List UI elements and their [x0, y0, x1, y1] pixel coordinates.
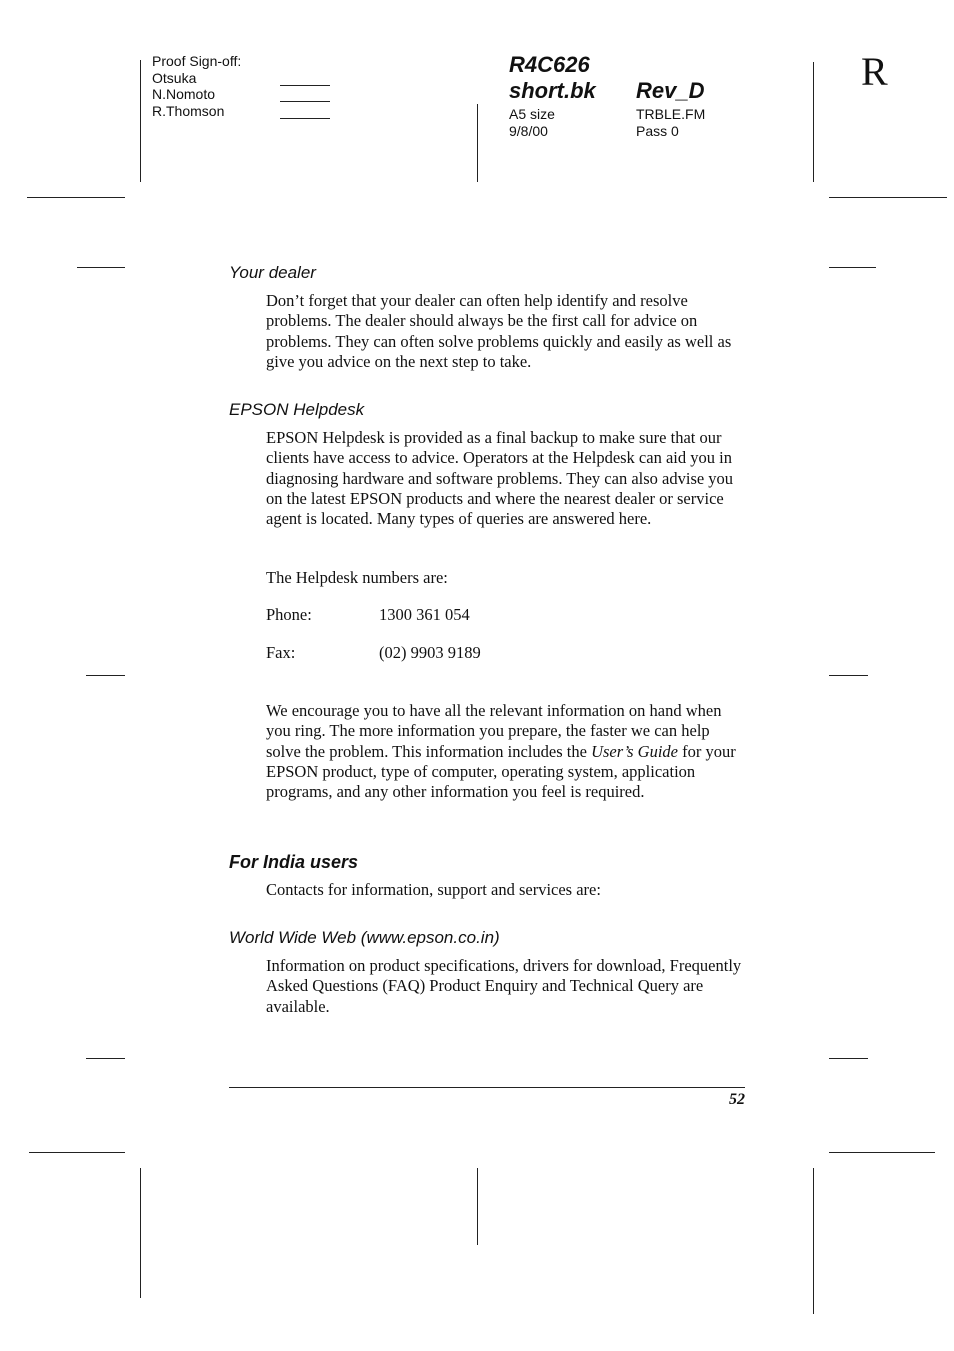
signature-line — [280, 85, 330, 86]
margin-mark-left-1 — [77, 267, 125, 268]
india-section-heading: For India users — [229, 852, 359, 872]
encourage-text-end: for your EPSON product, type of computer, operating system, application programs, and any other information you feel is required. — [266, 741, 736, 802]
helpdesk-numbers-intro: The Helpdesk numbers are: — [266, 568, 448, 587]
helpdesk-paragraph: EPSON Helpdesk is provided as a final backup to make sure that our clients have access to advice. Operators at the Helpdesk can aid you in diagnosing hardware and software problems. They can also advise you on the latest EPSON products and where the nearest dealer or service agent is located. Many types of queries are answered here. — [266, 428, 734, 529]
pass-number: Pass 0 — [636, 123, 679, 139]
crop-mark-top-center-vertical — [477, 104, 478, 182]
crop-mark-bottom-left-vertical — [140, 1168, 141, 1298]
dealer-paragraph: Don’t forget that your dealer can often help identify and resolve problems. The dealer should always be the first call for advice on problems. They can often solve problems quickly and easily as well as give you advice on the next step to take. — [266, 291, 732, 371]
crop-mark-bottom-center-vertical — [477, 1168, 478, 1245]
doc-date: 9/8/00 — [509, 123, 548, 139]
web-paragraph: Information on product specifications, drivers for download, Frequently Asked Questions (FAQ) Product Enquiry and Technical Query are available. — [266, 956, 742, 1016]
crop-mark-bottom-left-horizontal — [29, 1152, 125, 1153]
page-size: A5 size — [509, 106, 555, 122]
signer-name: N.Nomoto — [152, 86, 216, 102]
margin-mark-right-1 — [829, 267, 876, 268]
revision: Rev_D — [636, 78, 705, 103]
doc-file: short.bk — [509, 78, 596, 103]
fax-number: (02) 9903 9189 — [379, 643, 481, 662]
users-guide-title: User’s Guide — [591, 741, 678, 761]
phone-label: Phone: — [266, 605, 312, 624]
signer-name: R.Thomson — [152, 102, 225, 119]
margin-mark-left-2 — [86, 675, 125, 676]
encourage-paragraph — [266, 701, 744, 802]
phone-number: 1300 361 054 — [379, 605, 470, 624]
fm-file: TRBLE.FM — [636, 106, 706, 122]
section-letter: R — [861, 49, 888, 94]
crop-mark-top-right-vertical — [813, 62, 814, 182]
dealer-heading: Your dealer — [229, 263, 316, 282]
signature-line — [280, 101, 330, 102]
signer-name: Otsuka — [152, 69, 197, 86]
helpdesk-heading: EPSON Helpdesk — [229, 400, 365, 419]
crop-mark-top-left-vertical — [140, 60, 141, 182]
crop-mark-bottom-right-vertical — [813, 1168, 814, 1314]
margin-mark-right-3 — [829, 1058, 868, 1059]
proof-signoff-label: Proof Sign-off: — [152, 53, 242, 69]
crop-mark-top-left-horizontal — [27, 197, 125, 198]
margin-mark-right-2 — [829, 675, 868, 676]
page-number: 52 — [729, 1091, 745, 1108]
proof-signoff-block — [152, 53, 241, 119]
doc-code: R4C626 — [509, 52, 590, 77]
web-heading: World Wide Web (www.epson.co.in) — [229, 928, 500, 947]
margin-mark-left-3 — [86, 1058, 125, 1059]
encourage-text-start: We encourage you to have all the relevant information on hand when you ring. The more information you prepare, the faster we can help solve the problem. This information includes the — [266, 701, 722, 761]
india-intro: Contacts for information, support and services are: — [266, 880, 601, 899]
footer-rule — [229, 1087, 745, 1088]
signature-line — [280, 118, 330, 119]
crop-mark-top-right-horizontal — [829, 197, 947, 198]
crop-mark-bottom-right-horizontal — [829, 1152, 935, 1153]
fax-label: Fax: — [266, 643, 296, 662]
